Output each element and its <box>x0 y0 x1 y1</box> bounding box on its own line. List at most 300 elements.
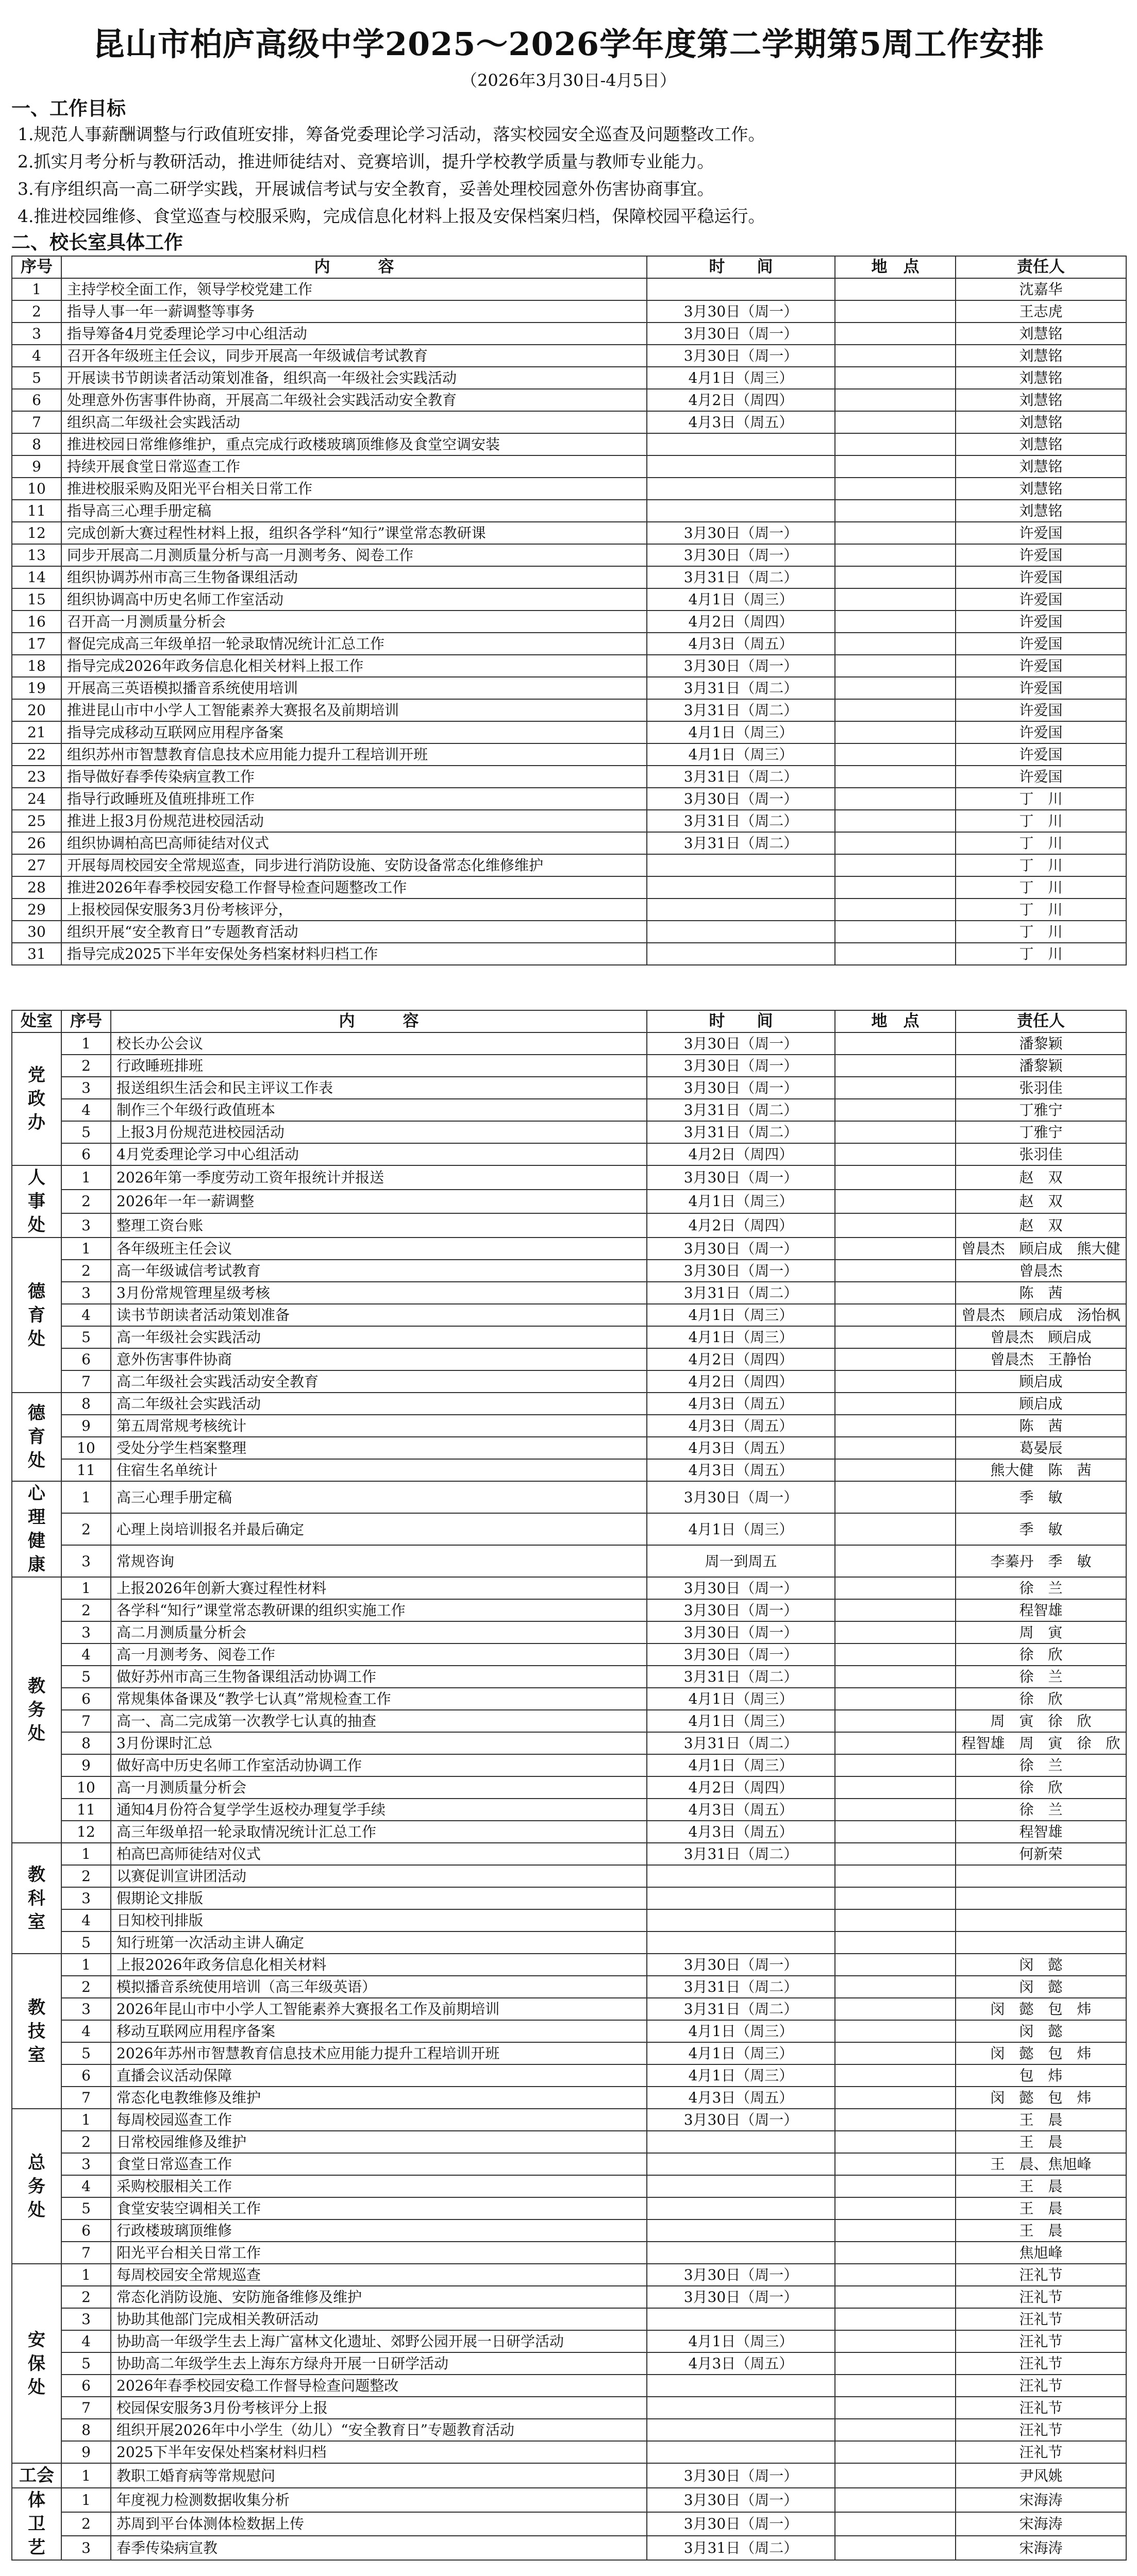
task-content: 高一月测质量分析会 <box>111 1776 647 1799</box>
task-place <box>835 2109 956 2131</box>
department-name-char: 务 <box>28 2176 45 2197</box>
table-row <box>12 2286 1126 2308</box>
table-row <box>12 1370 1126 1393</box>
task-time: 4月1日（周三） <box>647 1190 835 1214</box>
task-place <box>835 1481 956 1513</box>
row-number: 24 <box>12 788 61 810</box>
task-content: 组织苏州市智慧教育信息技术应用能力提升工程培训开班 <box>61 743 647 766</box>
table-row <box>12 522 1126 544</box>
task-content: 4月党委理论学习中心组活动 <box>111 1143 647 1165</box>
row-number: 9 <box>61 2441 111 2463</box>
task-place <box>835 2512 956 2536</box>
table-row <box>12 566 1126 588</box>
task-place <box>835 943 956 965</box>
row-number: 7 <box>61 1710 111 1732</box>
task-place <box>835 300 956 323</box>
department-name-char: 育 <box>28 1304 45 1326</box>
row-number: 17 <box>12 633 61 655</box>
task-time: 3月30日（周一） <box>647 1599 835 1621</box>
task-content: 常规咨询 <box>111 1545 647 1577</box>
task-place <box>835 2242 956 2264</box>
row-number: 2 <box>61 1865 111 1887</box>
department-name-char: 科 <box>28 1888 45 1909</box>
task-content: 召开各年级班主任会议，同步开展高一年级诚信考试教育 <box>61 345 647 367</box>
table-header-row <box>12 256 1126 278</box>
task-time: 周一到周五 <box>647 1545 835 1577</box>
task-owner: 王志虎 <box>956 300 1126 323</box>
table-row <box>12 1055 1126 1077</box>
task-time: 4月1日（周三） <box>647 1304 835 1326</box>
task-content: 督促完成高三年级单招一轮录取情况统计汇总工作 <box>61 633 647 655</box>
table-row <box>12 411 1126 433</box>
row-number: 2 <box>61 1260 111 1282</box>
header-time: 时 间 <box>647 256 835 278</box>
task-time <box>647 278 835 300</box>
task-time <box>647 1931 835 1954</box>
table-row <box>12 2064 1126 2087</box>
task-time: 4月1日（周三） <box>647 743 835 766</box>
task-time: 4月3日（周五） <box>647 2087 835 2109</box>
row-number: 3 <box>61 1213 111 1238</box>
table-row <box>12 2219 1126 2242</box>
table-row <box>12 1909 1126 1931</box>
task-owner: 许爱国 <box>956 721 1126 743</box>
task-time <box>647 2197 835 2219</box>
task-content: 指导筹备4月党委理论学习中心组活动 <box>61 323 647 345</box>
header-owner: 责任人 <box>956 1010 1126 1032</box>
table-row <box>12 1099 1126 1121</box>
task-time: 3月30日（周一） <box>647 1077 835 1099</box>
header-place: 地 点 <box>835 1010 956 1032</box>
task-time: 3月31日（周二） <box>647 2536 835 2560</box>
task-content: 行政楼玻璃顶维修 <box>111 2219 647 2242</box>
task-time: 3月30日（周一） <box>647 522 835 544</box>
department-name <box>12 1577 61 1843</box>
row-number: 11 <box>61 1799 111 1821</box>
task-owner: 徐 兰 <box>956 1577 1126 1599</box>
table-row <box>12 2242 1126 2264</box>
department-name <box>12 1032 61 1165</box>
task-owner <box>956 1931 1126 1954</box>
task-owner: 宋海涛 <box>956 2488 1126 2512</box>
task-owner: 何新荣 <box>956 1843 1126 1865</box>
task-content: 推进校服采购及阳光平台相关日常工作 <box>61 478 647 500</box>
row-number: 1 <box>12 278 61 300</box>
department-name-char: 工会 <box>19 2465 54 2486</box>
task-time: 4月3日（周五） <box>647 1459 835 1481</box>
task-time: 3月31日（周二） <box>647 1998 835 2020</box>
row-number: 29 <box>12 899 61 921</box>
task-content: 指导完成移动互联网应用程序备案 <box>61 721 647 743</box>
task-owner: 曾晨杰 顾启成 熊大健 <box>956 1238 1126 1260</box>
department-name-char: 人 <box>28 1167 45 1188</box>
header-dept: 处室 <box>12 1010 61 1032</box>
task-owner: 刘慧铭 <box>956 367 1126 389</box>
task-content: 上报2026年政务信息化相关材料 <box>111 1954 647 1976</box>
task-place <box>835 1643 956 1666</box>
task-owner: 汪礼节 <box>956 2397 1126 2419</box>
task-owner: 王 晨、焦旭峰 <box>956 2153 1126 2175</box>
task-content: 高三年级单招一轮录取情况统计汇总工作 <box>111 1821 647 1843</box>
task-content: 教职工婚育病等常规慰问 <box>111 2463 647 2488</box>
table-row <box>12 876 1126 899</box>
task-owner: 闵 懿 包 炜 <box>956 1998 1126 2020</box>
task-place <box>835 1776 956 1799</box>
table-row <box>12 2131 1126 2153</box>
task-content: 高二月测质量分析会 <box>111 1621 647 1643</box>
row-number: 9 <box>61 1754 111 1776</box>
task-owner: 葛晏辰 <box>956 1437 1126 1459</box>
row-number: 1 <box>61 2264 111 2286</box>
task-time: 3月31日（周二） <box>647 1843 835 1865</box>
row-number: 11 <box>12 500 61 522</box>
row-number: 6 <box>61 2375 111 2397</box>
task-place <box>835 1998 956 2020</box>
task-owner: 王 晨 <box>956 2197 1126 2219</box>
task-content: 报送组织生活会和民主评议工作表 <box>111 1077 647 1099</box>
task-owner: 丁 川 <box>956 810 1126 832</box>
task-time <box>647 2242 835 2264</box>
task-content: 2025下半年安保处档案材料归档 <box>111 2441 647 2463</box>
table-row <box>12 1121 1126 1143</box>
task-owner: 汪礼节 <box>956 2286 1126 2308</box>
task-owner: 丁 川 <box>956 788 1126 810</box>
task-owner: 曾晨杰 王静怡 <box>956 1348 1126 1370</box>
task-place <box>835 1032 956 1055</box>
department-name <box>12 1843 61 1954</box>
table-row <box>12 1513 1126 1545</box>
task-time: 3月30日（周一） <box>647 1165 835 1190</box>
row-number: 13 <box>12 544 61 566</box>
task-place <box>835 2375 956 2397</box>
table-row <box>12 1545 1126 1577</box>
row-number: 1 <box>61 2463 111 2488</box>
department-name-char: 总 <box>28 2152 45 2173</box>
row-number: 1 <box>61 2109 111 2131</box>
task-place <box>835 699 956 721</box>
row-number: 1 <box>61 1954 111 1976</box>
row-number: 5 <box>61 2352 111 2375</box>
department-name <box>12 1954 61 2109</box>
table-row <box>12 1437 1126 1459</box>
row-number: 6 <box>12 389 61 411</box>
task-owner: 许爱国 <box>956 588 1126 611</box>
task-place <box>835 1954 956 1976</box>
header-content: 内 容 <box>111 1010 647 1032</box>
row-number: 2 <box>61 2286 111 2308</box>
task-owner: 曾晨杰 顾启成 汤怡枫 <box>956 1304 1126 1326</box>
task-content: 苏周到平台体测体检数据上传 <box>111 2512 647 2536</box>
task-place <box>835 2153 956 2175</box>
row-number: 26 <box>12 832 61 854</box>
task-content: 高一月测考务、阅卷工作 <box>111 1643 647 1666</box>
task-time <box>647 943 835 965</box>
task-time: 3月30日（周一） <box>647 1260 835 1282</box>
table-row <box>12 2397 1126 2419</box>
department-name-char: 健 <box>28 1531 45 1551</box>
task-content: 2026年苏州市智慧教育信息技术应用能力提升工程培训开班 <box>111 2042 647 2064</box>
task-owner: 沈嘉华 <box>956 278 1126 300</box>
table-row <box>12 323 1126 345</box>
table-row <box>12 2536 1126 2560</box>
task-content: 上报2026年创新大赛过程性材料 <box>111 1577 647 1599</box>
task-place <box>835 1260 956 1282</box>
goal-item: 1.规范人事薪酬调整与行政值班安排，筹备党委理论学习活动，落实校园安全巡查及问题整改工作。 <box>18 124 765 144</box>
task-time <box>647 2175 835 2197</box>
row-number: 3 <box>61 2536 111 2560</box>
header-no: 序号 <box>12 256 61 278</box>
task-time: 4月3日（周五） <box>647 411 835 433</box>
task-owner: 丁 川 <box>956 876 1126 899</box>
department-name-char: 理 <box>28 1507 45 1528</box>
department-rows <box>12 1032 1126 2560</box>
task-owner: 王 晨 <box>956 2109 1126 2131</box>
task-place <box>835 478 956 500</box>
task-time: 3月30日（周一） <box>647 655 835 677</box>
task-owner: 许爱国 <box>956 522 1126 544</box>
task-time: 3月30日（周一） <box>647 1055 835 1077</box>
task-content: 3月份常规管理星级考核 <box>111 1282 647 1304</box>
table-row <box>12 1666 1126 1688</box>
row-number: 9 <box>12 455 61 478</box>
row-number: 9 <box>61 1415 111 1437</box>
row-number: 15 <box>12 588 61 611</box>
table-row <box>12 2020 1126 2042</box>
task-place <box>835 1437 956 1459</box>
task-time: 4月1日（周三） <box>647 2020 835 2042</box>
row-number: 6 <box>61 1688 111 1710</box>
task-content: 组织开展“安全教育日”专题教育活动 <box>61 921 647 943</box>
table-row <box>12 1260 1126 1282</box>
task-time <box>647 433 835 455</box>
task-owner: 汪礼节 <box>956 2419 1126 2441</box>
task-content: 2026年第一季度劳动工资年报统计并报送 <box>111 1165 647 1190</box>
department-name-char: 艺 <box>28 2537 45 2558</box>
task-time: 4月2日（周四） <box>647 389 835 411</box>
table-row <box>12 2042 1126 2064</box>
row-number: 30 <box>12 921 61 943</box>
task-content: 每周校园安全常规巡查 <box>111 2264 647 2286</box>
task-content: 组织高二年级社会实践活动 <box>61 411 647 433</box>
task-content: 各年级班主任会议 <box>111 1238 647 1260</box>
task-time: 3月31日（周二） <box>647 1666 835 1688</box>
page-title: 昆山市柏庐高级中学2025～2026学年度第二学期第5周工作安排 <box>92 25 1045 63</box>
task-content: 开展读书节朗读者活动策划准备，组织高一年级社会实践活动 <box>61 367 647 389</box>
row-number: 7 <box>61 2397 111 2419</box>
table-row <box>12 2419 1126 2441</box>
task-place <box>835 743 956 766</box>
department-name-char: 处 <box>28 2199 45 2221</box>
task-place <box>835 1213 956 1238</box>
task-content: 读书节朗读者活动策划准备 <box>111 1304 647 1326</box>
row-number: 10 <box>61 1437 111 1459</box>
task-place <box>835 2286 956 2308</box>
row-number: 1 <box>61 1843 111 1865</box>
task-owner: 丁 川 <box>956 854 1126 876</box>
task-time: 4月3日（周五） <box>647 2352 835 2375</box>
task-place <box>835 721 956 743</box>
task-time: 3月30日（周一） <box>647 1643 835 1666</box>
row-number: 2 <box>12 300 61 323</box>
task-owner: 刘慧铭 <box>956 500 1126 522</box>
task-content: 高三心理手册定稿 <box>111 1481 647 1513</box>
task-owner: 刘慧铭 <box>956 411 1126 433</box>
department-name-char: 政 <box>28 1089 45 1109</box>
task-content: 高一年级诚信考试教育 <box>111 1260 647 1282</box>
row-number: 27 <box>12 854 61 876</box>
task-place <box>835 1077 956 1099</box>
row-number: 5 <box>61 2197 111 2219</box>
task-owner: 赵 双 <box>956 1190 1126 1214</box>
table-row <box>12 2153 1126 2175</box>
table-row <box>12 1143 1126 1165</box>
task-content: 组织协调高中历史名师工作室活动 <box>61 588 647 611</box>
task-place <box>835 2064 956 2087</box>
task-content: 阳光平台相关日常工作 <box>111 2242 647 2264</box>
task-time <box>647 2397 835 2419</box>
table-row <box>12 721 1126 743</box>
department-name-char: 卫 <box>28 2514 45 2534</box>
task-owner: 许爱国 <box>956 611 1126 633</box>
task-place <box>835 2264 956 2286</box>
task-place <box>835 1976 956 1998</box>
task-place <box>835 522 956 544</box>
row-number: 8 <box>61 1393 111 1415</box>
task-place <box>835 1599 956 1621</box>
department-name-char: 办 <box>28 1112 45 1133</box>
task-place <box>835 345 956 367</box>
row-number: 8 <box>12 433 61 455</box>
table-row <box>12 1393 1126 1415</box>
task-place <box>835 2352 956 2375</box>
row-number: 2 <box>61 1055 111 1077</box>
task-place <box>835 1513 956 1545</box>
row-number: 3 <box>61 1621 111 1643</box>
task-owner: 闵 懿 <box>956 1954 1126 1976</box>
task-time: 3月30日（周一） <box>647 2463 835 2488</box>
row-number: 1 <box>61 1481 111 1513</box>
department-name-char: 处 <box>28 1328 45 1349</box>
task-owner: 许爱国 <box>956 766 1126 788</box>
task-owner: 焦旭峰 <box>956 2242 1126 2264</box>
row-number: 1 <box>61 1165 111 1190</box>
task-place <box>835 500 956 522</box>
row-number: 4 <box>61 2020 111 2042</box>
task-content: 年度视力检测数据收集分析 <box>111 2488 647 2512</box>
task-time: 4月1日（周三） <box>647 588 835 611</box>
department-name-char: 康 <box>28 1554 45 1575</box>
department-name-char: 体 <box>28 2490 45 2511</box>
task-place <box>835 2020 956 2042</box>
table-row <box>12 1599 1126 1621</box>
task-time: 3月30日（周一） <box>647 2286 835 2308</box>
task-time: 3月30日（周一） <box>647 1481 835 1513</box>
department-name-char: 教 <box>28 1997 45 2018</box>
task-place <box>835 2397 956 2419</box>
table-row <box>12 2512 1126 2536</box>
table-row <box>12 2175 1126 2197</box>
task-place <box>835 2042 956 2064</box>
task-place <box>835 411 956 433</box>
row-number: 1 <box>61 1032 111 1055</box>
row-number: 28 <box>12 876 61 899</box>
table-row <box>12 1621 1126 1643</box>
table-row <box>12 1754 1126 1776</box>
task-time: 4月1日（周三） <box>647 367 835 389</box>
department-name <box>12 1393 61 1481</box>
task-content: 春季传染病宣教 <box>111 2536 647 2560</box>
task-time: 3月31日（周二） <box>647 766 835 788</box>
task-content: 持续开展食堂日常巡查工作 <box>61 455 647 478</box>
task-content: 意外伤害事件协商 <box>111 1348 647 1370</box>
task-content: 指导完成2025下半年安保处务档案材料归档工作 <box>61 943 647 965</box>
task-content: 常态化消防设施、安防施备维修及维护 <box>111 2286 647 2308</box>
table-row <box>12 1688 1126 1710</box>
department-name-char: 党 <box>28 1065 45 1086</box>
task-time <box>647 2308 835 2330</box>
table-row <box>12 455 1126 478</box>
table-row <box>12 921 1126 943</box>
task-place <box>835 2441 956 2463</box>
task-place <box>835 1370 956 1393</box>
department-name-char: 技 <box>28 2021 45 2042</box>
task-content: 校园保安服务3月份考核评分上报 <box>111 2397 647 2419</box>
task-owner: 丁雅宁 <box>956 1121 1126 1143</box>
task-place <box>835 1577 956 1599</box>
task-content: 制作三个年级行政值班本 <box>111 1099 647 1121</box>
task-place <box>835 1190 956 1214</box>
table-row <box>12 1077 1126 1099</box>
row-number: 18 <box>12 655 61 677</box>
table-row <box>12 943 1126 965</box>
task-place <box>835 1055 956 1077</box>
header-time: 时 间 <box>647 1010 835 1032</box>
task-time: 3月31日（周二） <box>647 566 835 588</box>
table-row <box>12 633 1126 655</box>
task-content: 高二年级社会实践活动安全教育 <box>111 1370 647 1393</box>
task-content: 指导做好春季传染病宣教工作 <box>61 766 647 788</box>
task-owner: 陈 茜 <box>956 1415 1126 1437</box>
task-place <box>835 1821 956 1843</box>
task-content: 2026年一年一薪调整 <box>111 1190 647 1214</box>
task-time: 4月3日（周五） <box>647 1415 835 1437</box>
task-time: 3月30日（周一） <box>647 300 835 323</box>
task-owner: 王 晨 <box>956 2131 1126 2153</box>
table-row <box>12 1643 1126 1666</box>
task-place <box>835 655 956 677</box>
task-time: 3月31日（周二） <box>647 810 835 832</box>
row-number: 21 <box>12 721 61 743</box>
task-time: 4月1日（周三） <box>647 721 835 743</box>
table-row <box>12 367 1126 389</box>
task-time: 3月30日（周一） <box>647 788 835 810</box>
task-content: 2026年昆山市中小学人工智能素养大赛报名工作及前期培训 <box>111 1998 647 2020</box>
task-place <box>835 2308 956 2330</box>
department-name <box>12 2109 61 2264</box>
table-row <box>12 832 1126 854</box>
department-name-char: 安 <box>28 2329 45 2350</box>
task-owner: 丁 川 <box>956 921 1126 943</box>
department-name-char: 德 <box>28 1403 45 1423</box>
task-place <box>835 1931 956 1954</box>
table-row <box>12 2197 1126 2219</box>
task-place <box>835 323 956 345</box>
row-number: 19 <box>12 677 61 699</box>
task-owner: 赵 双 <box>956 1165 1126 1190</box>
task-time: 4月2日（周四） <box>647 611 835 633</box>
task-content: 住宿生名单统计 <box>111 1459 647 1481</box>
table-row <box>12 1304 1126 1326</box>
